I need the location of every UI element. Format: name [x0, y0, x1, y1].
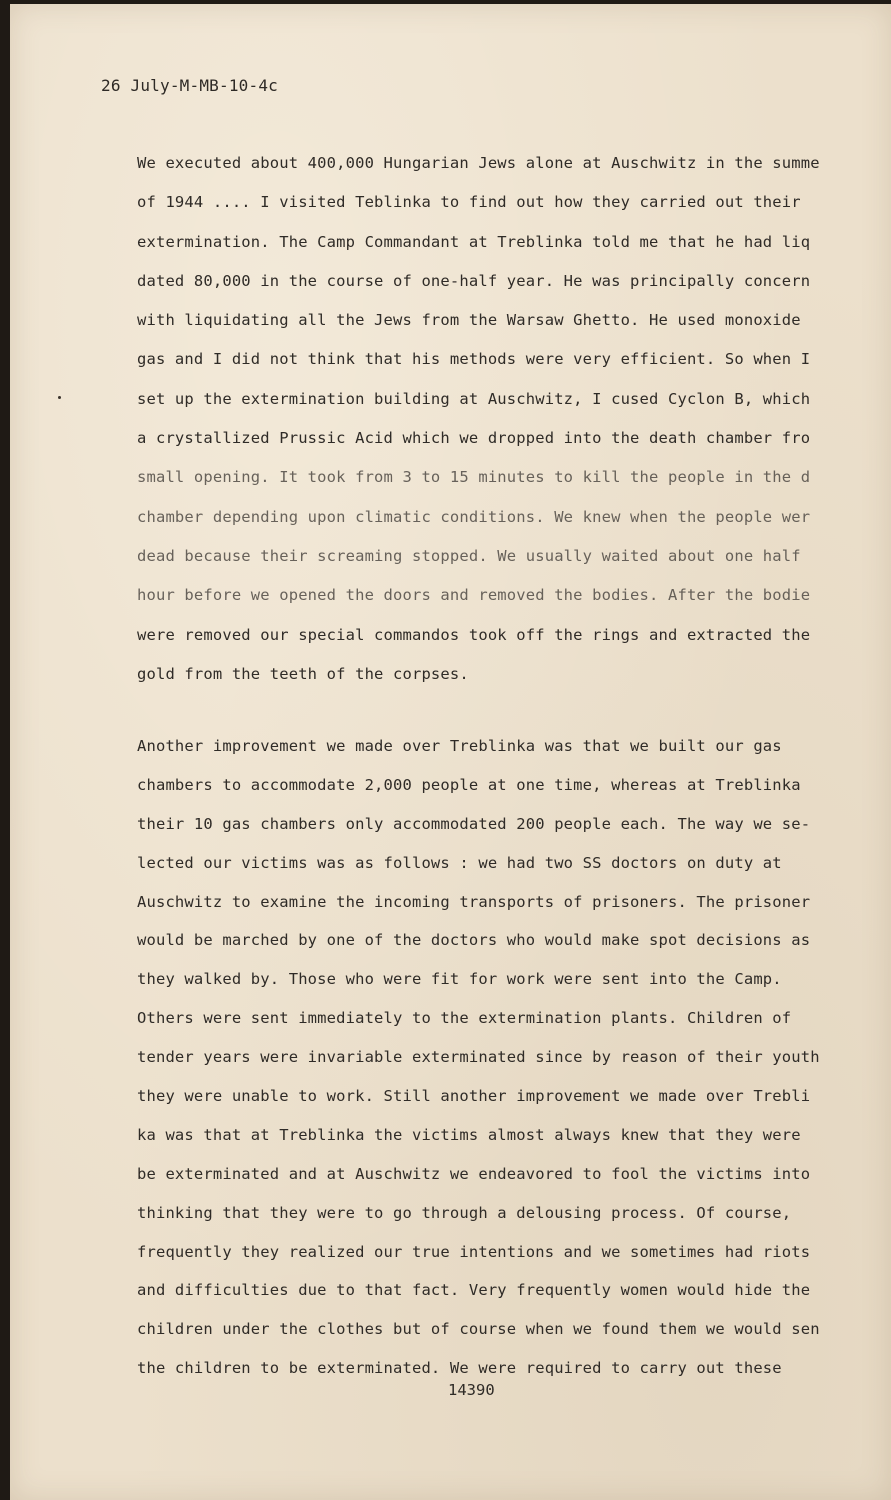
document-header: 26 July-M-MB-10-4c [101, 76, 278, 95]
text-line: they walked by. Those who were fit for work were sent into the Camp. [137, 970, 782, 989]
text-line: We executed about 400,000 Hungarian Jews alone at Auschwitz in the summe [137, 154, 820, 172]
text-line: chamber depending upon climatic conditions. We knew when the people wer [137, 507, 811, 526]
text-line: were removed our special commandos took off the rings and extracted the [137, 625, 811, 644]
text-line: of 1944 .... I visited Teblinka to find out how they carried out their [137, 193, 801, 212]
text-line: be exterminated and at Auschwitz we endeavored to fool the victims into [137, 1164, 811, 1183]
text-line: they were unable to work. Still another improvement we made over Trebli [137, 1087, 811, 1106]
text-line: ka was that at Treblinka the victims almost always knew that they were [137, 1125, 801, 1144]
text-line: and difficulties due to that fact. Very frequently women would hide the [137, 1281, 811, 1300]
text-line: set up the extermination building at Auschwitz, I cused Cyclon B, which [137, 389, 811, 408]
punch-mark [58, 396, 61, 399]
text-line: their 10 gas chambers only accommodated 200 people each. The way we se- [137, 814, 811, 833]
paragraph-1 [137, 144, 891, 694]
text-line: a crystallized Prussic Acid which we dropped into the death chamber fro [137, 429, 811, 448]
text-line: would be marched by one of the doctors who would make spot decisions as [137, 931, 811, 950]
text-line: Auschwitz to examine the incoming transports of prisoners. The prisoner [137, 892, 811, 911]
document-page [10, 4, 891, 1500]
text-line: extermination. The Camp Commandant at Treblinka told me that he had liq [137, 232, 811, 251]
text-line: lected our victims was as follows : we had two SS doctors on duty at [137, 853, 782, 872]
text-line: frequently they realized our true intentions and we sometimes had riots [137, 1242, 811, 1261]
text-line: children under the clothes but of course when we found them we would sen [137, 1320, 820, 1339]
text-line: the children to be exterminated. We were required to carry out these [137, 1359, 782, 1378]
page-number: 14390 [448, 1381, 495, 1399]
text-line: chambers to accommodate 2,000 people at one time, whereas at Treblinka [137, 775, 801, 794]
text-line: tender years were invariable exterminated since by reason of their youth [137, 1048, 820, 1067]
text-line: hour before we opened the doors and removed the bodies. After the bodie [137, 586, 811, 605]
text-line: Another improvement we made over Treblinka was that we built our gas [137, 737, 782, 755]
text-line: dead because their screaming stopped. We usually waited about one half [137, 546, 801, 565]
text-line: dated 80,000 in the course of one-half year. He was principally concern [137, 271, 811, 290]
text-line: small opening. It took from 3 to 15 minutes to kill the people in the d [137, 468, 811, 487]
text-line: gold from the teeth of the corpses. [137, 664, 469, 683]
text-line: Others were sent immediately to the extermination plants. Children of [137, 1009, 792, 1028]
text-line: with liquidating all the Jews from the Warsaw Ghetto. He used monoxide [137, 311, 801, 330]
paragraph-2 [137, 727, 891, 1388]
text-line: gas and I did not think that his methods were very efficient. So when I [137, 350, 811, 369]
text-line: thinking that they were to go through a delousing process. Of course, [137, 1203, 792, 1222]
